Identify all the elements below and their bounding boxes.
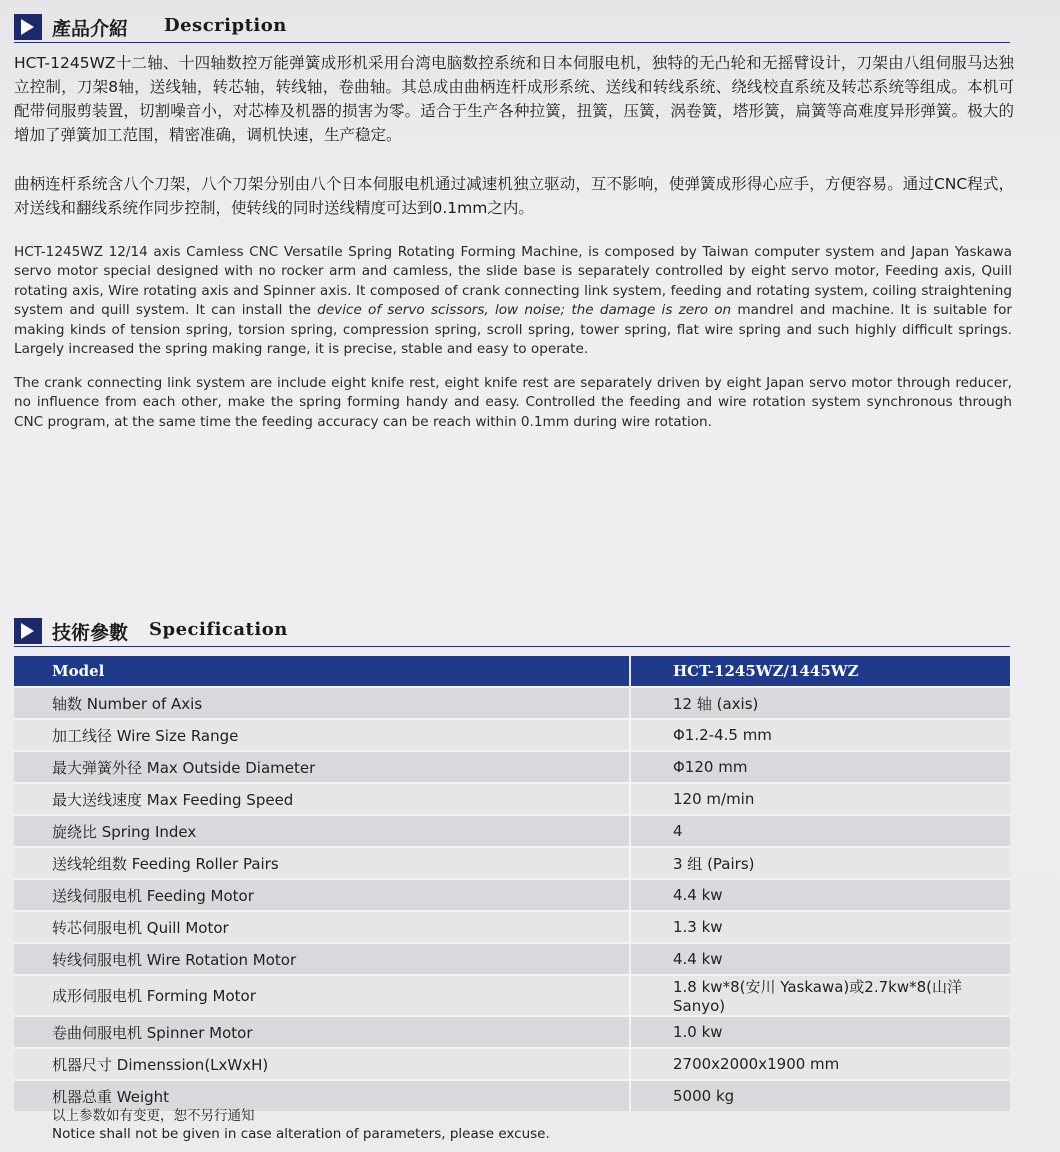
table-row <box>14 975 1010 1016</box>
specification-table <box>14 656 1010 1111</box>
table-row <box>14 1016 1010 1048</box>
play-arrow-icon <box>14 618 42 644</box>
row-value: 5000 kg <box>630 1080 1010 1111</box>
specification-heading <box>14 616 1010 647</box>
row-label: 卷曲伺服电机 Spinner Motor <box>14 1016 630 1048</box>
row-label: 送线伺服电机 Feeding Motor <box>14 879 630 911</box>
table-row <box>14 847 1010 879</box>
row-value: 12 轴 (axis) <box>630 687 1010 719</box>
table-row <box>14 815 1010 847</box>
row-value: Φ1.2-4.5 mm <box>630 719 1010 751</box>
table-row <box>14 783 1010 815</box>
table-row <box>14 1048 1010 1080</box>
table-row <box>14 751 1010 783</box>
play-arrow-icon <box>14 14 42 40</box>
description-paragraph-zh-1: HCT-1245WZ十二轴、十四轴数控万能弹簧成形机采用台湾电脑数控系统和日本伺服电机，独特的无凸轮和无摇臂设计，刀架由八组伺服马达独立控制，刀架8轴，送线轴，转芯轴，转线轴，卷曲轴。其总成由曲柄连杆成形系统、送线和转线系统、绕线校直系统及转芯系统等组成。本机可配带伺服剪装置，切割噪音小，对芯棒及机器的损害为零。适合于生产各种拉簧，扭簧，压簧，涡卷簧，塔形簧，扁簧等高难度异形弹簧。极大的增加了弹簧加工范围，精密准确，调机快速，生产稳定。 <box>14 54 1014 144</box>
description-paragraph-en-2: The crank connecting link system are include eight knife rest, eight knife rest are separately driven by eight Japan servo motor through reducer, no influence from each other, make the spring forming handy and easy. Controlled the feeding and wire rotation system synchronous through CNC program, at the same time the feeding accuracy can be reach within 0.1mm during wire rotation. <box>14 375 1012 430</box>
table-row <box>14 911 1010 943</box>
description-en-1-part-c: mandrel and machine. It is suitable for making kinds of tension spring, torsion spring, compression spring, scroll spring, tower spring, flat wire spring and such highly difficult springs. Largely increased the spring making range, it is precise, stable and easy to operate. <box>14 302 1012 358</box>
row-value: 2700x2000x1900 mm <box>630 1048 1010 1080</box>
notice-zh: 以上参数如有变更，恕不另行通知 <box>52 1108 255 1124</box>
description-en-1-italic: device of servo scissors, low noise; the damage is zero on <box>317 302 732 319</box>
row-label: 送线轮组数 Feeding Roller Pairs <box>14 847 630 879</box>
table-row <box>14 719 1010 751</box>
row-label: 转芯伺服电机 Quill Motor <box>14 911 630 943</box>
row-value: 1.0 kw <box>630 1016 1010 1048</box>
row-value: Φ120 mm <box>630 751 1010 783</box>
table-row <box>14 943 1010 975</box>
row-value: 4 <box>630 815 1010 847</box>
row-label: 成形伺服电机 Forming Motor <box>14 975 630 1016</box>
specification-title-en: Specification <box>149 619 288 640</box>
table-header-row <box>14 656 1010 687</box>
specification-title-zh: 技術參數 <box>52 622 129 644</box>
notice-en: Notice shall not be given in case alteration of parameters, please excuse. <box>52 1126 550 1142</box>
row-label: 轴数 Number of Axis <box>14 687 630 719</box>
row-label: 机器总重 Weight <box>14 1080 630 1111</box>
description-title-en: Description <box>164 15 287 36</box>
row-value: 120 m/min <box>630 783 1010 815</box>
row-value: 4.4 kw <box>630 879 1010 911</box>
header-model-label: Model <box>14 656 630 687</box>
table-row <box>14 879 1010 911</box>
description-paragraph-zh-2: 曲柄连杆系统含八个刀架，八个刀架分别由八个日本伺服电机通过减速机独立驱动，互不影响，使弹簧成形得心应手，方便容易。通过CNC程式，对送线和翻线系统作同步控制，使转线的同时送线精度可达到0.1mm之内。 <box>14 175 1014 217</box>
parameter-notice <box>52 1107 550 1143</box>
row-label: 转线伺服电机 Wire Rotation Motor <box>14 943 630 975</box>
row-label: 最大弹簧外径 Max Outside Diameter <box>14 751 630 783</box>
description-en-1-part-a: HCT-1245WZ 12/14 axis Camless CNC Versatile Spring Rotating Forming Machine, is composed by Taiwan computer system and Japan Yaskawa servo motor special designed with no rocker arm and camless, the slide base is separately controlled by eight servo motor, Feeding axis, Quill rotating axis, Wire rotating axis and Spinner axis. It composed of crank connecting link system, feeding and rotating system, coiling straightening system and quill system. It can install the <box>14 244 1012 319</box>
row-value: 1.3 kw <box>630 911 1010 943</box>
table-row <box>14 687 1010 719</box>
description-heading <box>14 12 1010 43</box>
description-paragraph-en-1 <box>14 243 1012 359</box>
row-label: 机器尺寸 Dimenssion(LxWxH) <box>14 1048 630 1080</box>
row-label: 旋绕比 Spring Index <box>14 815 630 847</box>
row-label: 最大送线速度 Max Feeding Speed <box>14 783 630 815</box>
row-value: 3 组 (Pairs) <box>630 847 1010 879</box>
header-model-value: HCT-1245WZ/1445WZ <box>630 656 1010 687</box>
row-label: 加工线径 Wire Size Range <box>14 719 630 751</box>
row-value: 1.8 kw*8(安川 Yaskawa)或2.7kw*8(山洋Sanyo) <box>630 975 1010 1016</box>
row-value: 4.4 kw <box>630 943 1010 975</box>
description-title-zh: 產品介紹 <box>52 18 129 40</box>
